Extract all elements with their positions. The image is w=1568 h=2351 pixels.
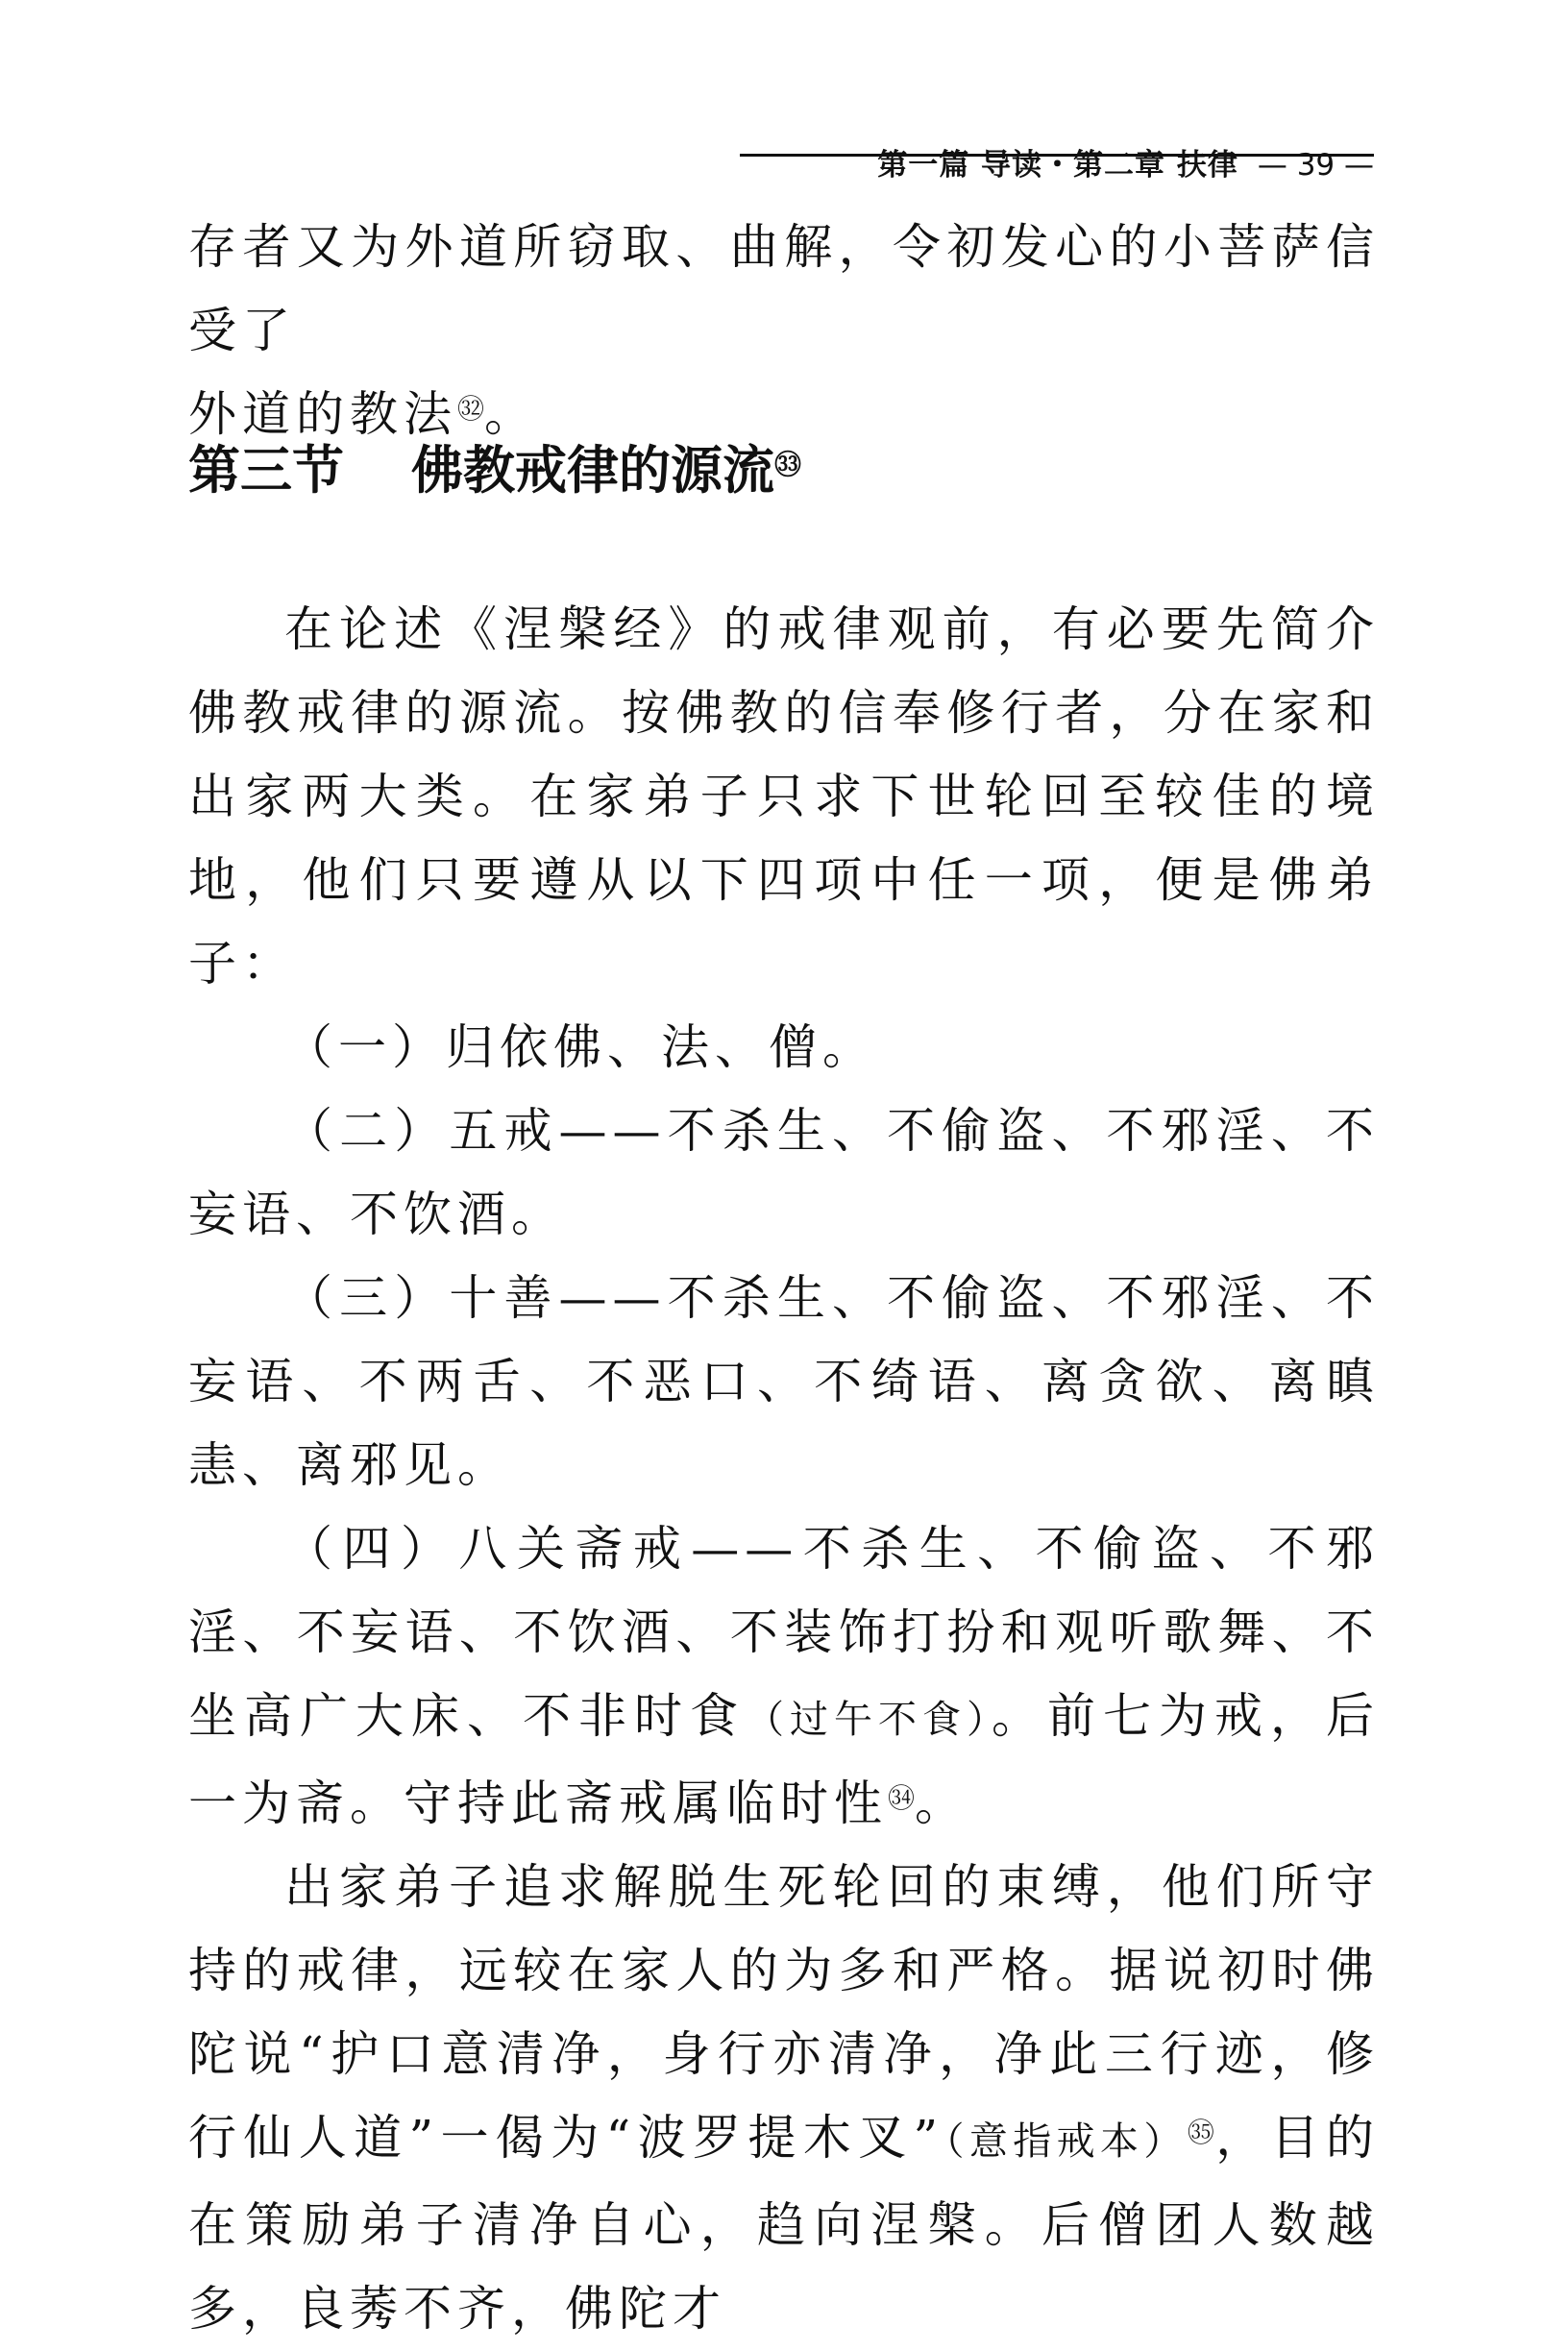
paragraph-text: 外道的教法 xyxy=(188,386,457,442)
list-item-4-text-cont: 。前七为戒，后一为斋。守持此斋戒属临时性 xyxy=(188,1688,1380,1831)
paragraph-parenthetical: （意指戒本） xyxy=(943,2119,1188,2164)
running-header xyxy=(740,108,1374,183)
paragraph-line xyxy=(188,206,1380,373)
body-text xyxy=(188,588,1380,2351)
list-item-4-parenthetical: （过午不食） xyxy=(746,1698,992,1742)
paragraph-text: 存者又为外道所窃取、曲解，令初发心的小菩萨信受了 xyxy=(188,219,1380,358)
continued-paragraph xyxy=(188,206,1380,456)
list-item-2: （二）五戒——不杀生、不偷盗、不邪淫、不妄语、不饮酒。 xyxy=(188,1103,1380,1242)
section-heading xyxy=(188,437,801,504)
footnote-marker: ㉝ xyxy=(774,449,802,480)
list-item-3: （三）十善——不杀生、不偷盗、不邪淫、不妄语、不两舌、不恶口、不绮语、离贪欲、离瞋恚、离邪见。 xyxy=(188,1270,1380,1493)
list-item-4-end: 。 xyxy=(915,1775,969,1831)
paragraph-text-cont: ，目的在策励弟子清净自心，趋向涅槃。后僧团人数越多，良莠不齐，佛陀才 xyxy=(188,2110,1380,2337)
running-header-chapter: 第一篇 导读・第二章 扶律 xyxy=(877,148,1238,183)
page-number: — 39 — xyxy=(1257,148,1374,183)
footnote-marker: ㉜ xyxy=(457,393,485,425)
section-title: 佛教戒律的源流 xyxy=(411,440,774,501)
list-item-4-text: （四）八关斋戒——不杀生、不偷盗、不邪淫、不妄语、不饮酒、不装饰打扮和观听歌舞、不坐高广大床、不非时食 xyxy=(188,1521,1380,1744)
paragraph-monastic xyxy=(188,1846,1380,2351)
section-number: 第三节 xyxy=(188,440,344,501)
list-item-1: （一）归依佛、法、僧。 xyxy=(284,1019,876,1075)
paragraph-intro: 在论述《涅槃经》的戒律观前，有必要先简介佛教戒律的源流。按佛教的信奉修行者，分在家和出家两大类。在家弟子只求下世轮回至较佳的境地，他们只要遵从以下四项中任一项，便是佛弟子： xyxy=(188,601,1380,992)
paragraph-text: 出家弟子追求解脱生死轮回的束缚，他们所守持的戒律，远较在家人的为多和严格。据说初时佛陀说“护口意清净，身行亦清净，净此三行迹，修行仙人道”一偈为“波罗提木叉” xyxy=(188,1859,1380,2166)
footnote-marker: ㉟ xyxy=(1187,2117,1216,2148)
footnote-marker: ㉞ xyxy=(888,1782,916,1814)
paragraph-punctuation: 。 xyxy=(484,386,539,442)
list-item-4 xyxy=(188,1507,1380,1846)
